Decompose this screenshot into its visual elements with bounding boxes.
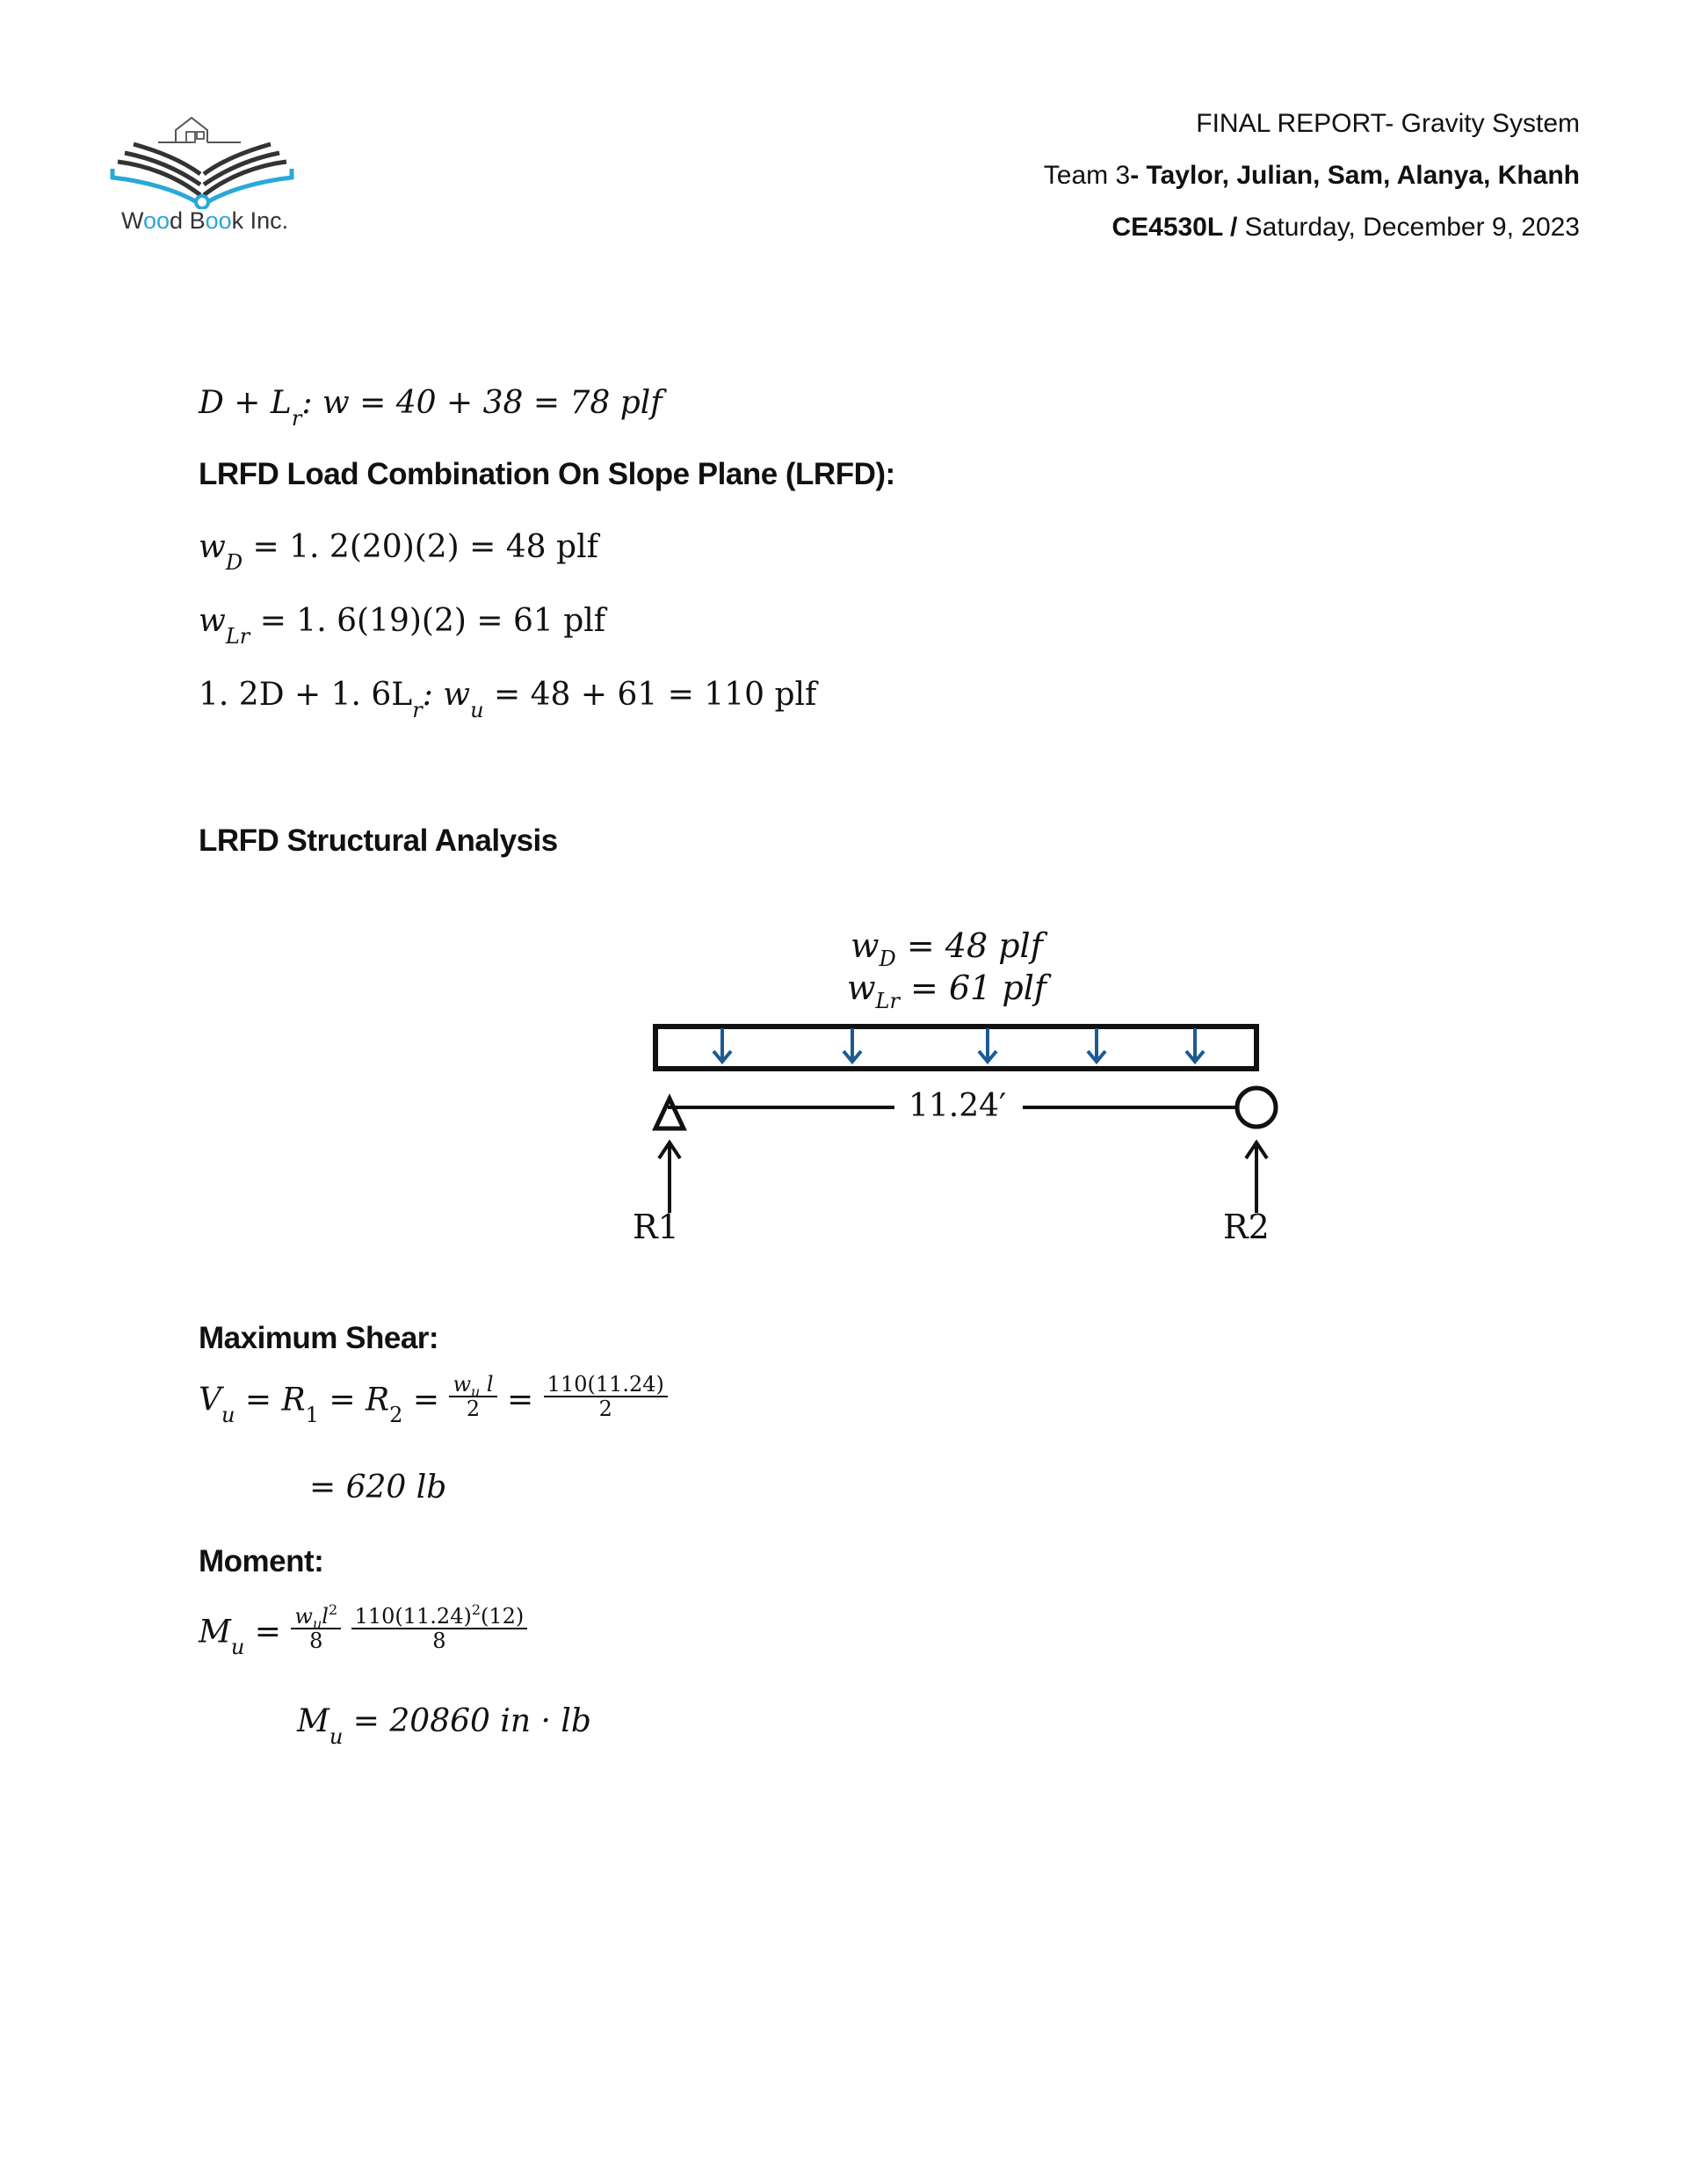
roof-live-load-equation: $w_{Lr} = 1$. 6(19)(2) = 61 plf bbox=[199, 603, 606, 649]
moment-result: $M_u = 20860$ in · lb bbox=[297, 1703, 591, 1749]
diagram-dead-load-label: $w_D = 48$ plf bbox=[851, 926, 1043, 971]
beam-diagram bbox=[615, 923, 1300, 1257]
team-line: Team 3- Taylor, Julian, Sam, Alanya, Khanh bbox=[1043, 161, 1580, 190]
reaction-arrow-r2 bbox=[1246, 1143, 1267, 1213]
diagram-roof-live-load-label: $w_{Lr} = 61$ plf bbox=[847, 969, 1046, 1013]
load-arrow bbox=[844, 1028, 861, 1062]
heading-maximum-shear: Maximum Shear: bbox=[199, 1321, 439, 1355]
heading-lrfd-load-combination: LRFD Load Combination On Slope Plane (LRFD): bbox=[199, 457, 895, 491]
pin-support-icon bbox=[655, 1099, 684, 1128]
open-book-house-icon bbox=[105, 104, 299, 209]
shear-equation: $V_u = R_1 = R_2$ = $\frac{w_u l}{2}$ = $\frac{110(11.24)}{2}$ bbox=[199, 1378, 668, 1426]
span-length-label: 11.24′ bbox=[909, 1088, 1007, 1124]
shear-fraction-numeric: $\frac{110(11.24)}{2}$ bbox=[544, 1373, 668, 1421]
company-name: Wood Book Inc. bbox=[121, 207, 289, 234]
load-arrow bbox=[1088, 1028, 1105, 1062]
reaction-arrow-r1 bbox=[659, 1143, 680, 1213]
load-arrow bbox=[1186, 1028, 1204, 1062]
shear-fraction-symbolic: $\frac{w_u l}{2}$ bbox=[449, 1373, 496, 1421]
roller-support-icon bbox=[1237, 1088, 1276, 1127]
load-arrow bbox=[713, 1028, 731, 1062]
reaction-label-r2: R2 bbox=[1223, 1208, 1270, 1246]
heading-moment: Moment: bbox=[199, 1544, 324, 1578]
load-arrows bbox=[713, 1028, 1204, 1062]
company-logo bbox=[105, 104, 299, 244]
heading-lrfd-structural-analysis: LRFD Structural Analysis bbox=[199, 824, 558, 858]
dead-load-equation: $w_D = 1$. 2(20)(2) = 48 plf bbox=[199, 529, 598, 575]
distributed-load-box bbox=[655, 1027, 1256, 1069]
moment-equation: $M_u$ = $\frac{w_ul^2}{8}$ $\frac{110(11.24)^2(12)}{8}$ bbox=[199, 1610, 527, 1658]
dead-plus-roof-live-equation: $D + L_r$: w = 40 + 38 = 78 plf bbox=[199, 385, 662, 431]
moment-fraction-symbolic: $\frac{w_ul^2}{8}$ bbox=[291, 1605, 341, 1653]
factored-load-equation: 1. 2D + 1. $6L_r$: $w_u = 48 + 61 = 110$ plf bbox=[199, 677, 817, 722]
reaction-label-r1: R1 bbox=[633, 1208, 679, 1246]
report-title: FINAL REPORT- Gravity System bbox=[1196, 109, 1580, 138]
course-date-line: CE4530L / Saturday, December 9, 2023 bbox=[1111, 213, 1580, 242]
load-arrow bbox=[979, 1028, 996, 1062]
moment-fraction-numeric: $\frac{110(11.24)^2(12)}{8}$ bbox=[351, 1605, 528, 1653]
shear-result: = 620 lb bbox=[309, 1469, 447, 1506]
